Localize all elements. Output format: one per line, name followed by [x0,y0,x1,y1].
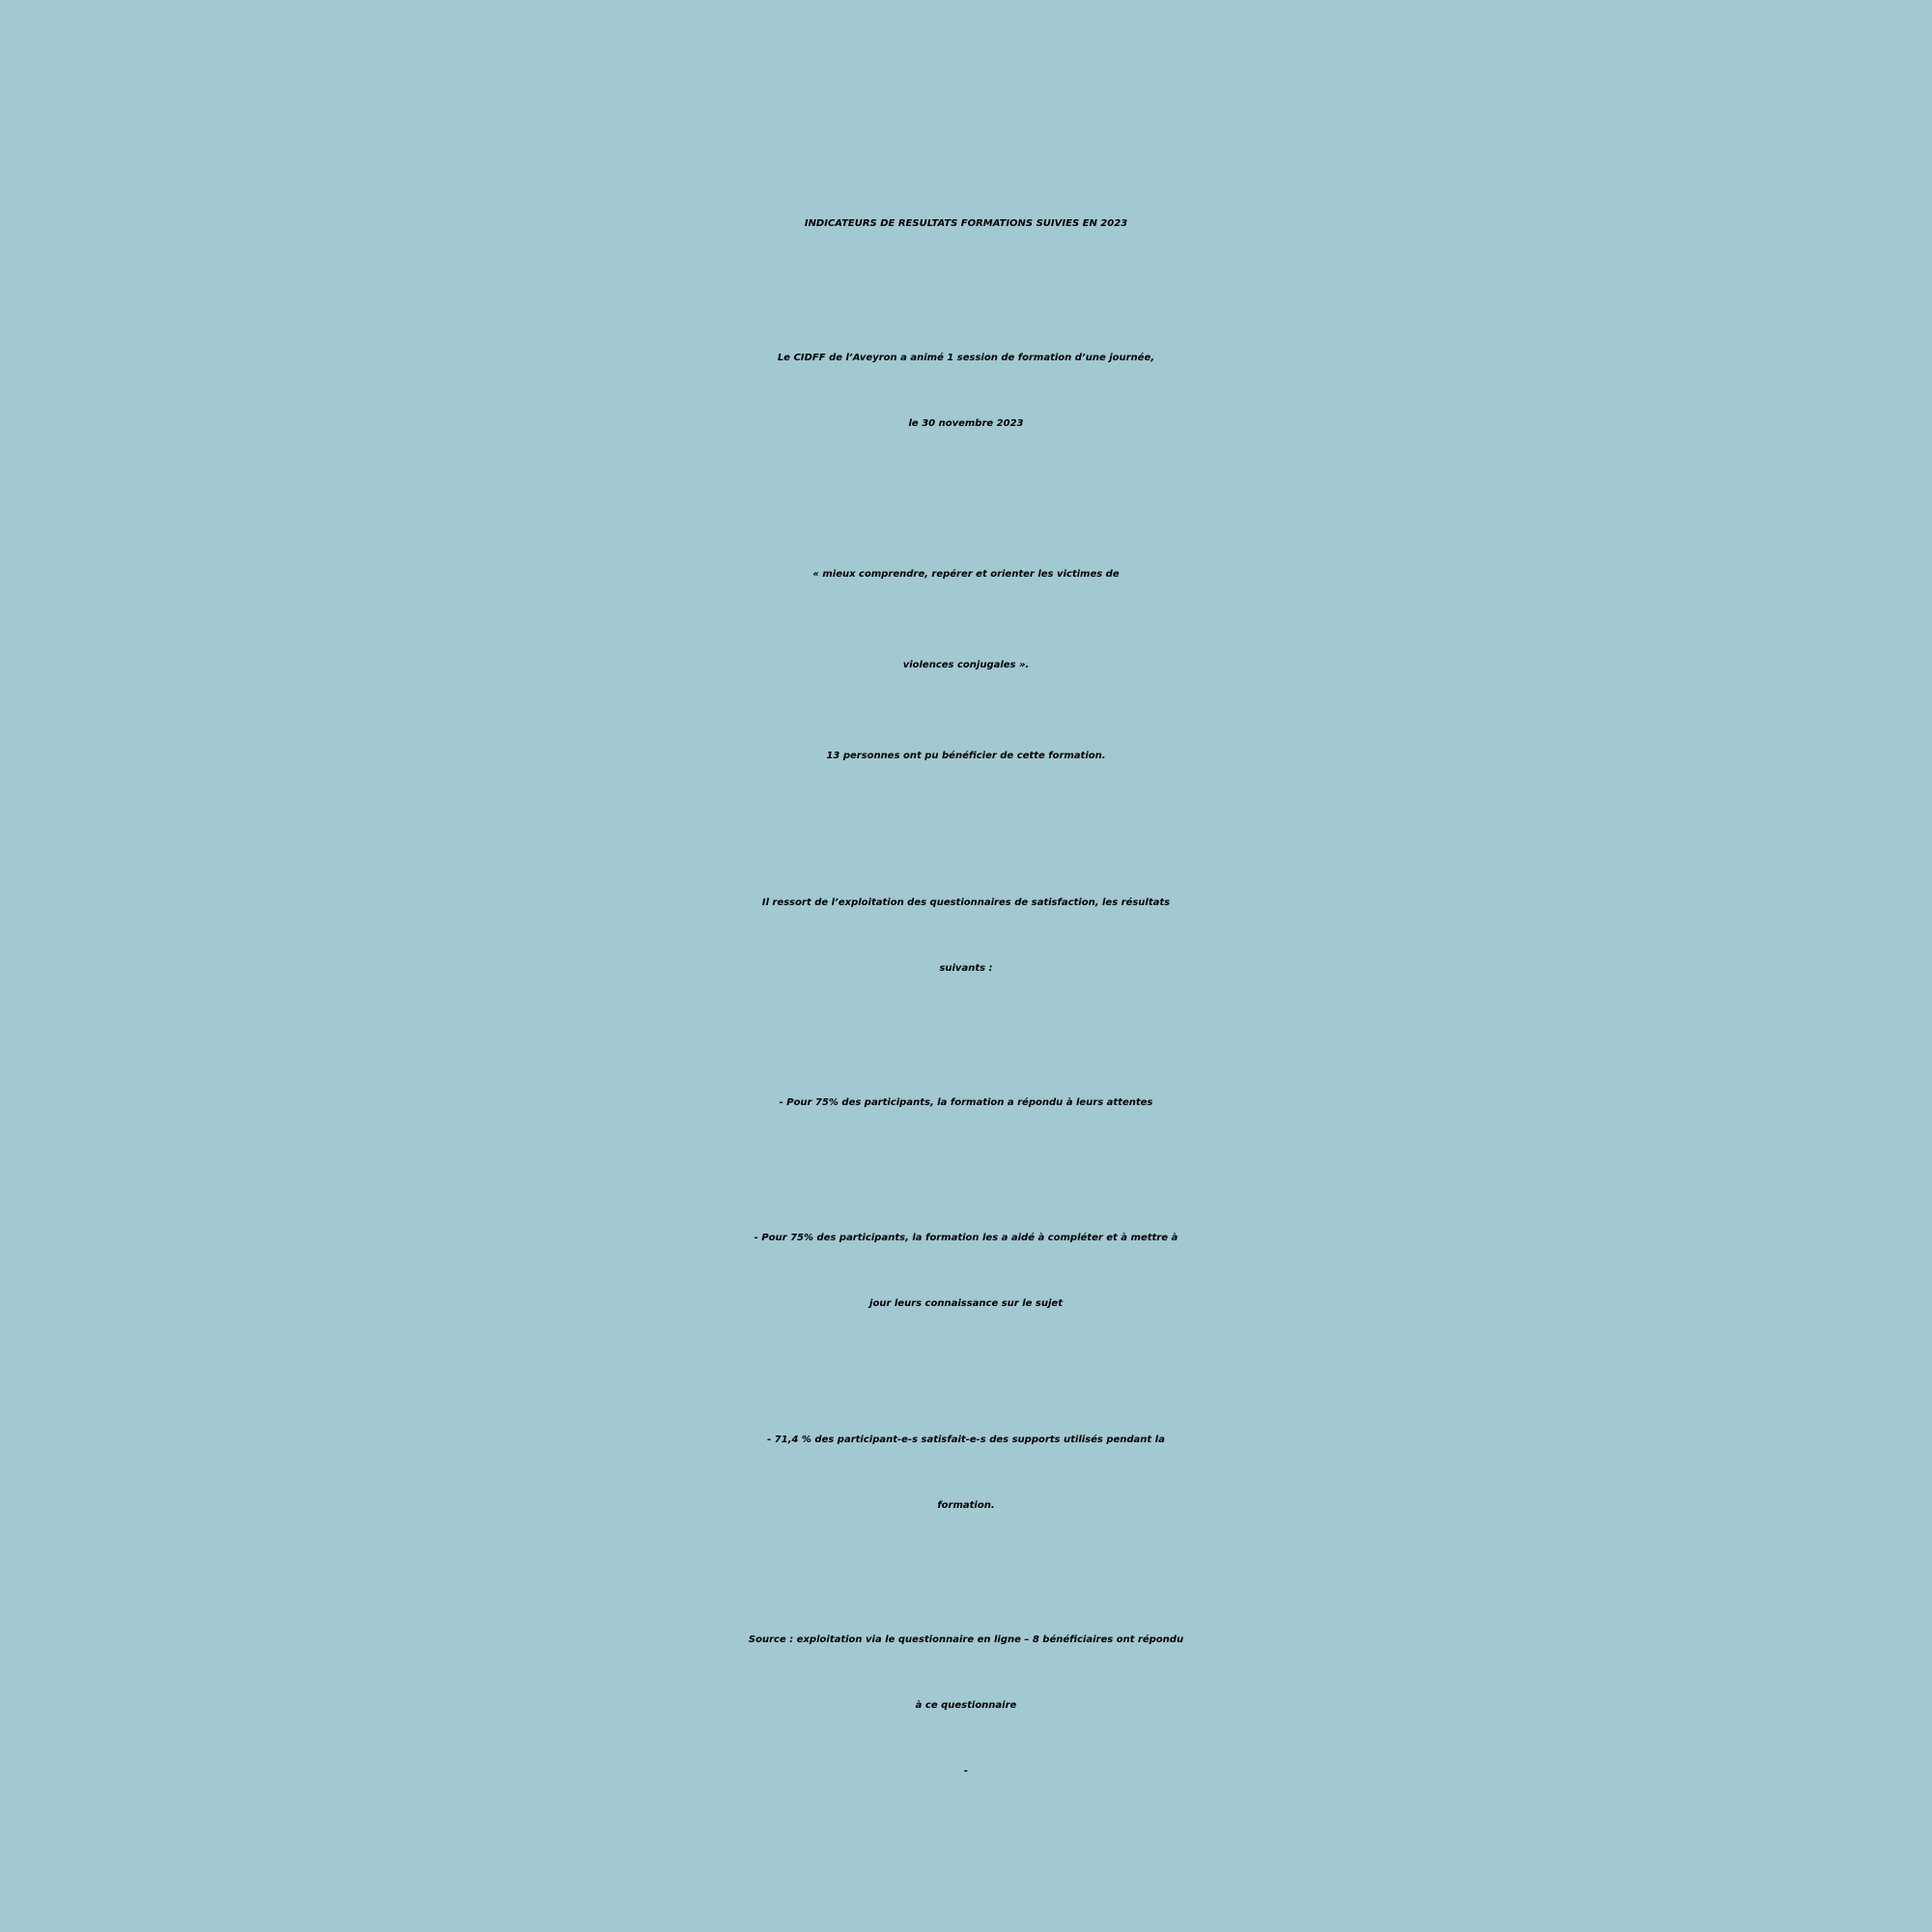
result-item-2 [0,1206,1932,1337]
intro-paragraph [0,326,1932,457]
results-intro-line-2: suivants : [939,963,993,974]
source-note [0,1607,1932,1804]
result-item-3 [0,1407,1932,1539]
result-2-line-1: - Pour 75% des participants, la formation les a aidé à compléter et à mettre à [753,1233,1179,1243]
result-3-line-2: formation. [937,1500,995,1511]
result-item-1 [0,1070,1932,1136]
training-title-line-2: violences conjugales ». [902,660,1030,670]
participants-count-line: 13 personnes ont pu bénéficier de cette formation. [826,751,1106,761]
result-3-line-1: - 71,4 % des participant-e-s satisfait-e-s des supports utilisés pendant la [767,1435,1165,1445]
training-title-line-1: « mieux comprendre, repérer et orienter les victimes de [812,569,1120,580]
document-title: INDICATEURS DE RESULTATS FORMATIONS SUIVIES EN 2023 [804,218,1128,229]
source-line-3: - [963,1766,969,1776]
result-2-line-2: jour leurs connaissance sur le sujet [869,1298,1063,1309]
document-title-block [0,191,1932,257]
result-1-line-1: - Pour 75% des participants, la formation a répondu à leurs attentes [779,1097,1153,1108]
source-line-1: Source : exploitation via le questionnaire en ligne – 8 bénéficiaires ont répondu [748,1634,1184,1645]
training-highlight [0,529,1932,802]
intro-line-2: le 30 novembre 2023 [908,418,1024,429]
results-intro [0,870,1932,1002]
results-intro-line-1: Il ressort de l’exploitation des questionnaires de satisfaction, les résultats [761,897,1171,908]
source-line-2: à ce questionnaire [915,1700,1017,1711]
intro-line-1: Le CIDFF de l’Aveyron a animé 1 session de formation d’une journée, [777,353,1155,363]
